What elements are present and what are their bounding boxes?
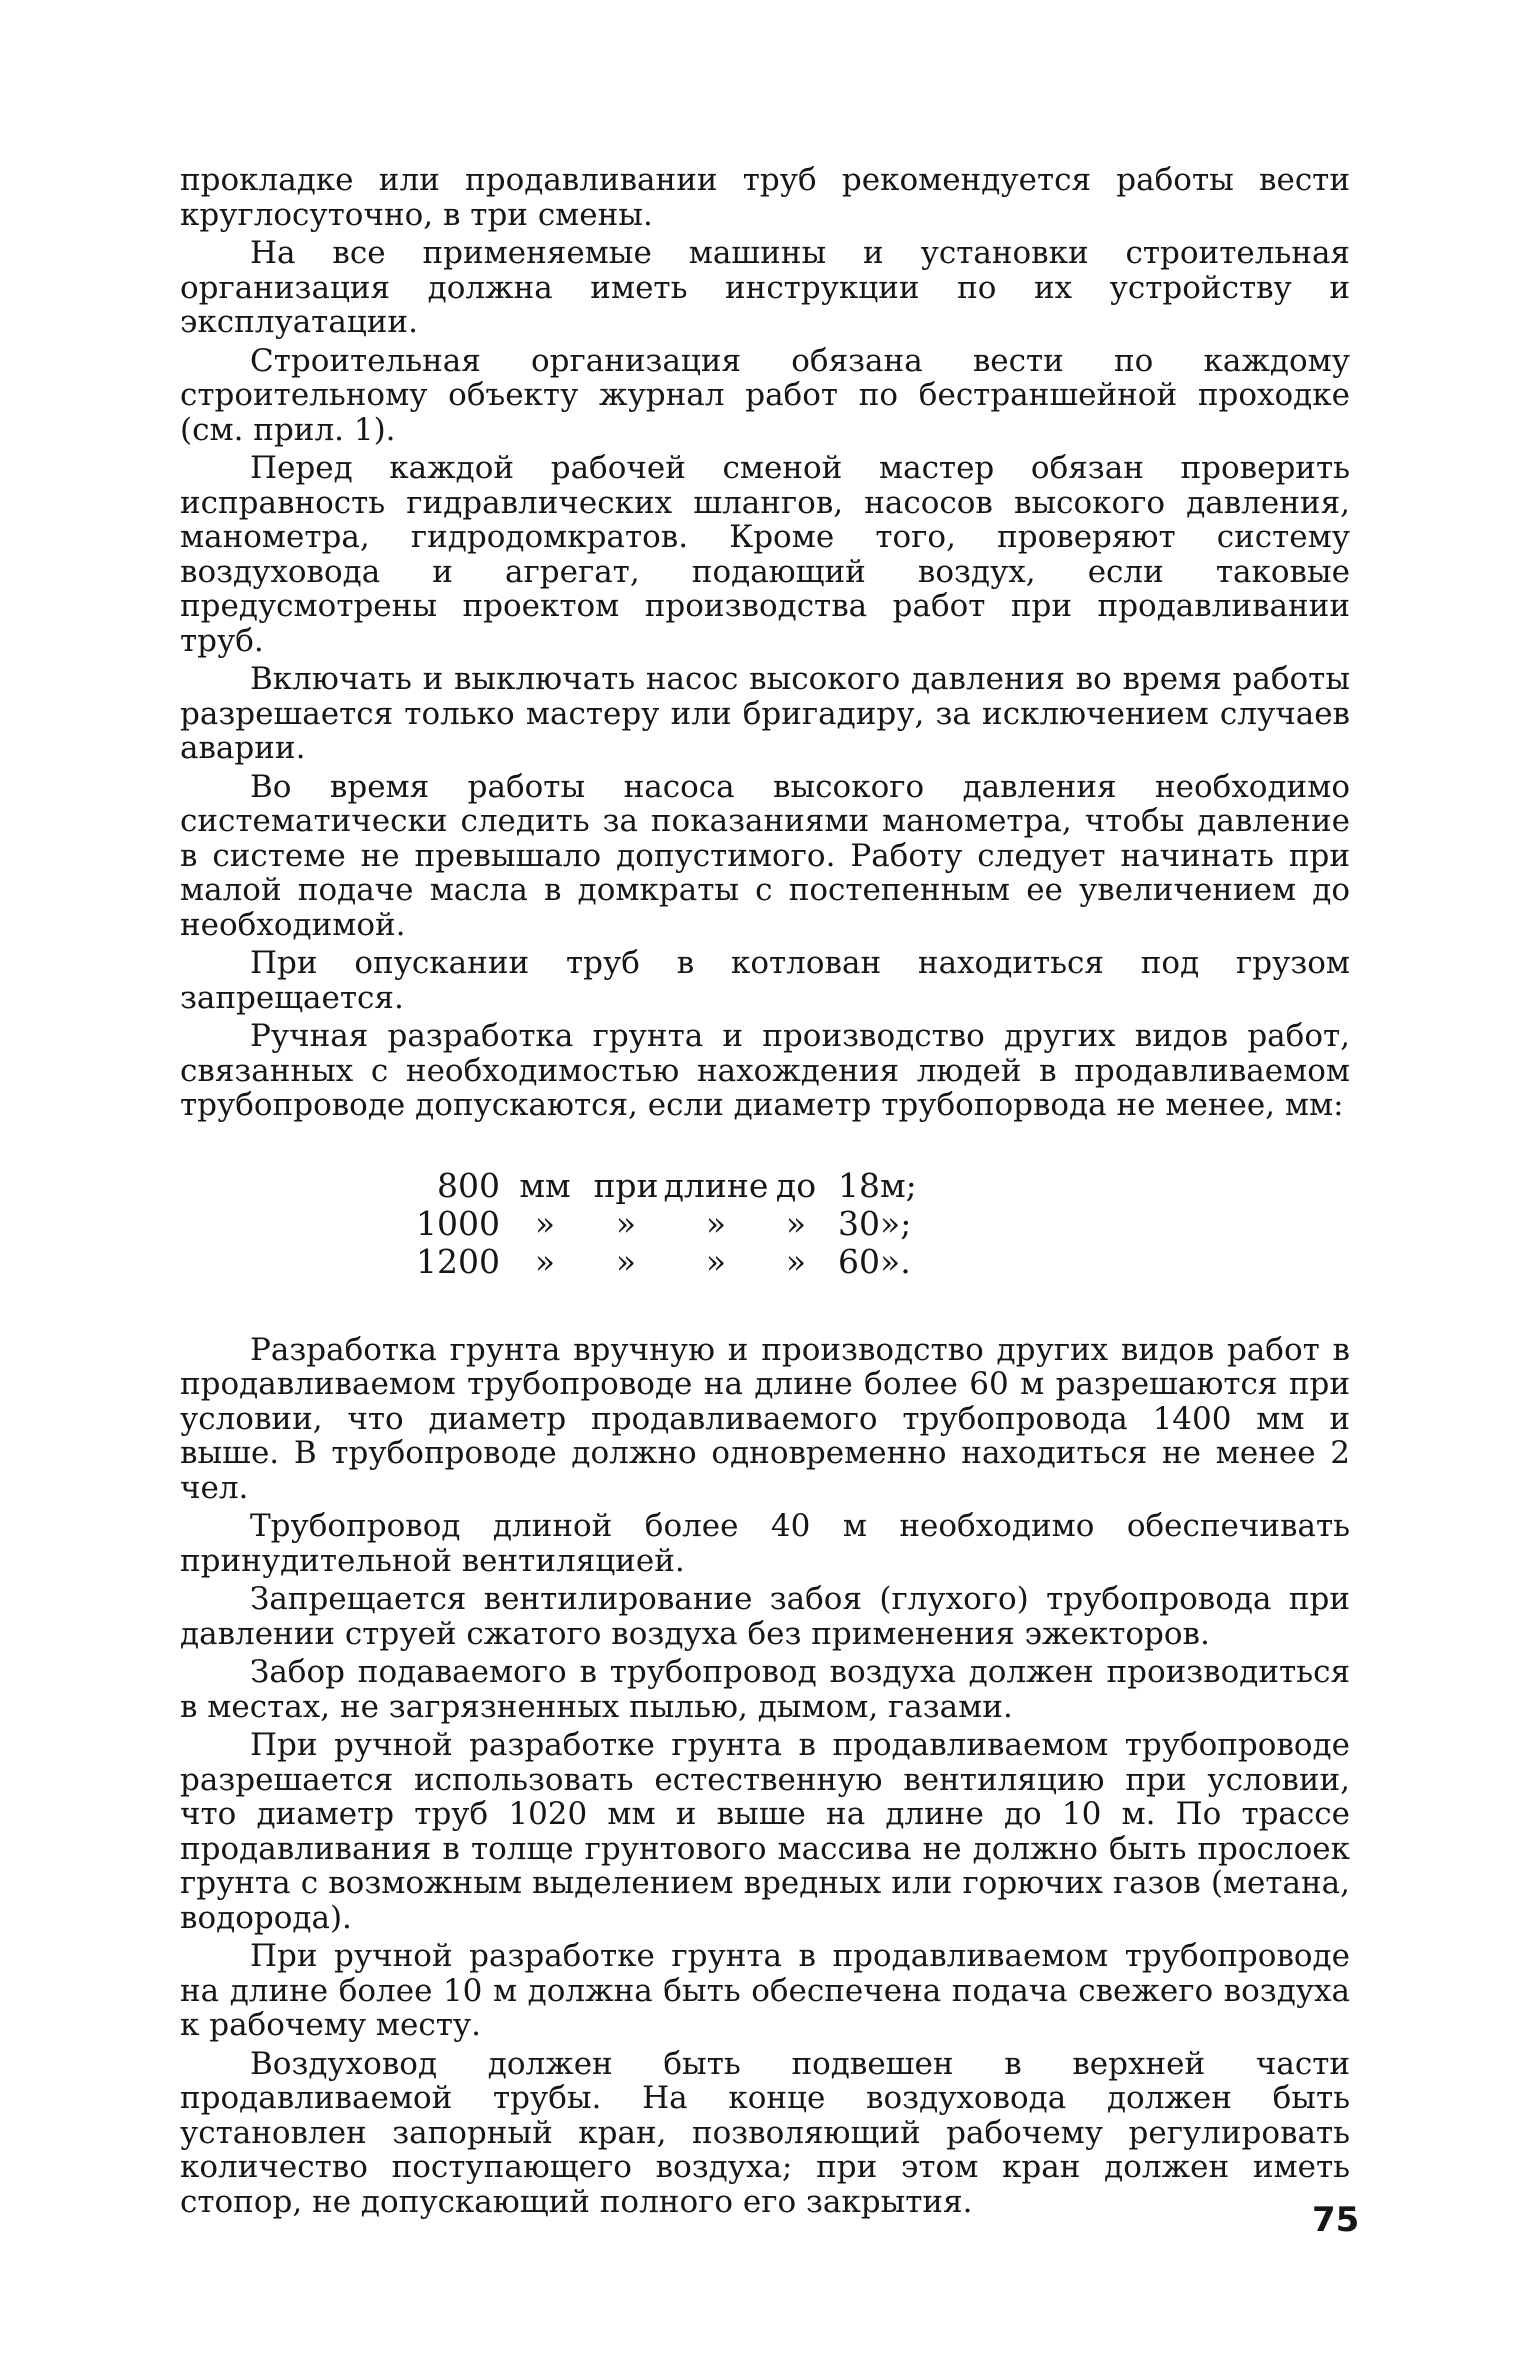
- length-value: 30: [838, 1203, 880, 1243]
- paragraph: При опускании труб в котлован находиться под грузом запрещается.: [180, 945, 1350, 1016]
- to-word: до: [775, 1165, 817, 1205]
- paragraph: Разработка грунта вручную и производство других видов работ в продавливаемом трубопроводе на длине более 60 м разрешаются при условии, что диаметр продавливаемого трубопровода 1400 мм и выше. В трубопроводе должно одновременно находиться не менее 2 чел.: [180, 1331, 1350, 1506]
- diameter-row: [390, 1205, 1350, 1243]
- diameter-value: 1200: [416, 1241, 500, 1281]
- diameter-row: [390, 1243, 1350, 1281]
- body-text: [180, 163, 1350, 2223]
- condition-word: »: [615, 1241, 637, 1281]
- paragraph: При ручной разработке грунта в продавливаемом трубопроводе на длине более 10 м должна быть обеспечена подача свежего воздуха к рабочему месту.: [180, 1938, 1350, 2043]
- diameter-length-list: [180, 1167, 1350, 1281]
- length-word: длине: [663, 1165, 769, 1205]
- length-unit: ».: [880, 1241, 911, 1281]
- length-word: »: [705, 1241, 727, 1281]
- diameter-unit: »: [534, 1203, 556, 1243]
- paragraph: Ручная разработка грунта и производство других видов работ, связанных с необходимостью нахождения людей в продавливаемом трубопроводе допускаются, если диаметр трубопорвода не менее, мм:: [180, 1018, 1350, 1123]
- page-number: 75: [1312, 2200, 1360, 2240]
- length-unit: м;: [880, 1165, 917, 1205]
- paragraph: прокладке или продавливании труб рекомендуется работы вести круглосуточно, в три смены.: [180, 162, 1350, 233]
- paragraph: Забор подаваемого в трубопровод воздуха должен производиться в местах, не загрязненных пылью, дымом, газами.: [180, 1654, 1350, 1725]
- to-word: »: [785, 1203, 807, 1243]
- paragraph: На все применяемые машины и установки строительная организация должна иметь инструкции по их устройству и эксплуатации.: [180, 235, 1350, 340]
- condition-word: »: [615, 1203, 637, 1243]
- length-word: »: [705, 1203, 727, 1243]
- length-unit: »;: [880, 1203, 912, 1243]
- paragraph: При ручной разработке грунта в продавливаемом трубопроводе разрешается использовать естественную вентиляцию при условии, что диаметр труб 1020 мм и выше на длине до 10 м. По трассе продавливания в толще грунтового массива не должно быть прослоек грунта с возможным выделением вредных или горючих газов (метана, водорода).: [180, 1727, 1350, 1936]
- length-value: 60: [838, 1241, 880, 1281]
- diameter-value: 800: [437, 1165, 500, 1205]
- diameter-unit: »: [534, 1241, 556, 1281]
- condition-word: при: [593, 1165, 659, 1205]
- paragraph: Включать и выключать насос высокого давления во время работы разрешается только мастеру или бригадиру, за исключением случаев аварии.: [180, 661, 1350, 766]
- paragraph: Трубопровод длиной более 40 м необходимо обеспечивать принудительной вентиляцией.: [180, 1508, 1350, 1579]
- paragraph: Во время работы насоса высокого давления необходимо систематически следить за показаниями манометра, чтобы давление в системе не превышало допустимого. Работу следует начинать при малой подаче масла в домкраты с постепенным ее увеличением до необходимой.: [180, 768, 1350, 943]
- to-word: »: [785, 1241, 807, 1281]
- diameter-unit: мм: [519, 1165, 571, 1205]
- paragraph: Воздуховод должен быть подвешен в верхней части продавливаемой трубы. На конце воздуховода должен быть установлен запорный кран, позволяющий рабочему регулировать количество поступающего воздуха; при этом кран должен иметь стопор, не допускающий полного его закрытия.: [180, 2045, 1350, 2220]
- diameter-row: [390, 1167, 1350, 1205]
- paragraph: Строительная организация обязана вести по каждому строительному объекту журнал работ по бестраншейной проходке (см. прил. 1).: [180, 342, 1350, 448]
- length-value: 18: [838, 1165, 880, 1205]
- paragraph: Перед каждой рабочей сменой мастер обязан проверить исправность гидравлических шлангов, насосов высокого давления, манометра, гидродомкратов. Кроме того, проверяют систему воздуховода и агрегат, подающий воздух, если таковые предусмотрены проектом производства работ при продавливании труб.: [180, 450, 1350, 659]
- paragraph: Запрещается вентилирование забоя (глухого) трубопровода при давлении струей сжатого воздуха без применения эжекторов.: [180, 1581, 1350, 1652]
- diameter-value: 1000: [416, 1203, 500, 1243]
